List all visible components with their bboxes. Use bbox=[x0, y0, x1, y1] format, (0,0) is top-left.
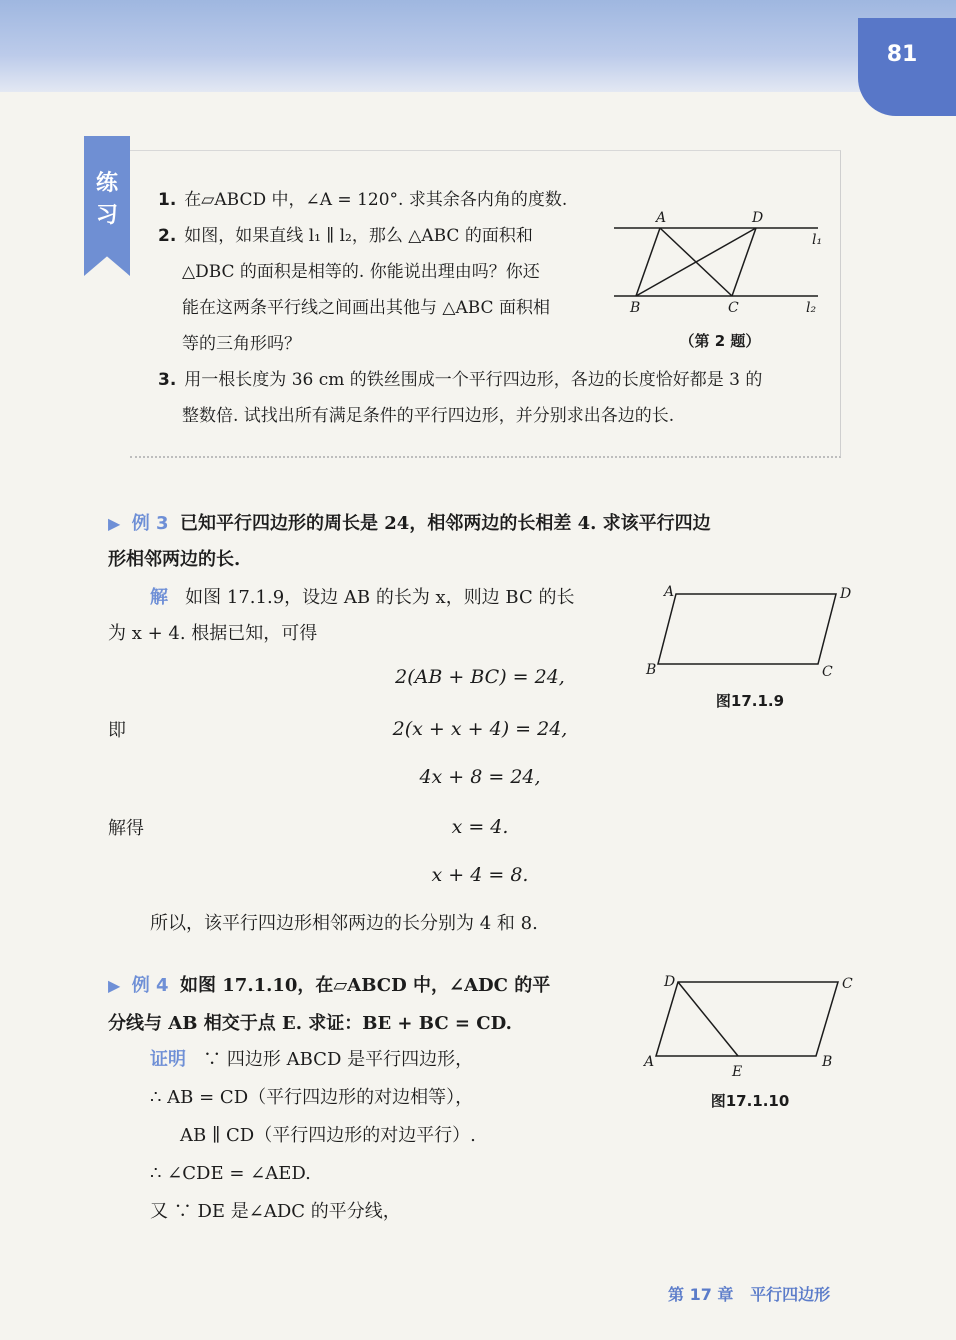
parallel-lines-figure bbox=[600, 208, 840, 323]
example-3-problem-line-1: 已知平行四边形的周长是 24，相邻两边的长相差 4. 求该平行四边 bbox=[180, 513, 711, 534]
proof-line-5: 又 ∵ DE 是∠ADC 的平分线， bbox=[150, 1201, 401, 1222]
proof-line-3: AB ∥ CD（平行四边形的对边平行）. bbox=[180, 1125, 476, 1146]
chapter-footer bbox=[668, 1282, 830, 1305]
solution-label: 解 bbox=[150, 587, 168, 608]
proof-label: 证明 bbox=[150, 1049, 186, 1070]
label-c: C bbox=[842, 976, 853, 992]
word-jiede: 解得 bbox=[108, 818, 144, 839]
segment-dc bbox=[732, 228, 756, 296]
parallelogram-abcd bbox=[656, 982, 838, 1056]
label-e: E bbox=[732, 1064, 743, 1080]
example-3-solution-line-2: 为 x + 4. 根据已知，可得 bbox=[108, 623, 318, 644]
exercise-item-2-line-2: △DBC 的面积是相等的. 你能说出理由吗？你还 bbox=[182, 262, 540, 282]
label-a: A bbox=[656, 210, 667, 226]
label-d: D bbox=[752, 210, 764, 226]
equation-2: 2(x + x + 4) = 24, bbox=[392, 718, 568, 740]
example-3-label: 例 3 bbox=[131, 513, 169, 534]
header-band bbox=[0, 0, 956, 92]
label-b: B bbox=[630, 300, 641, 316]
page-number: 81 bbox=[886, 42, 918, 67]
equation-5: x + 4 = 8. bbox=[431, 864, 529, 886]
proof-line-2: ∴ AB = CD（平行四边形的对边相等）， bbox=[150, 1087, 474, 1108]
exercise-item-2-line-3: 能在这两条平行线之间画出其他与 △ABC 面积相 bbox=[182, 298, 550, 318]
label-a: A bbox=[644, 1054, 655, 1070]
exercise-item-2: 2. 如图，如果直线 l₁ ∥ l₂，那么 △ABC 的面积和 bbox=[158, 226, 533, 246]
equation-4: x = 4. bbox=[451, 816, 509, 838]
example-4-heading bbox=[108, 968, 550, 1004]
label-c: C bbox=[728, 300, 739, 316]
label-l1: l₁ bbox=[812, 232, 823, 248]
label-d: D bbox=[664, 974, 676, 990]
chapter-title: 平行四边形 bbox=[750, 1285, 831, 1304]
exercise-item-3-line-2: 整数倍. 试找出所有满足条件的平行四边形，并分别求出各边的长. bbox=[182, 406, 675, 426]
exercise-item-2-line-4: 等的三角形吗？ bbox=[182, 334, 301, 354]
example-3-problem-line-2: 形相邻两边的长. bbox=[108, 549, 241, 570]
word-ji: 即 bbox=[108, 720, 126, 741]
example-marker-icon: ▶ bbox=[108, 514, 121, 533]
example-4-problem-line-1: 如图 17.1.10，在▱ABCD 中，∠ADC 的平 bbox=[180, 975, 551, 996]
exercise-item-1: 1. 在▱ABCD 中，∠A = 120°. 求其余各内角的度数. bbox=[158, 190, 568, 210]
proof-line-1: 证明 ∵ 四边形 ABCD 是平行四边形， bbox=[150, 1049, 474, 1070]
example-3-heading bbox=[108, 506, 711, 542]
example-3-conclusion: 所以，该平行四边形相邻两边的长分别为 4 和 8. bbox=[150, 913, 538, 934]
page-number-tab bbox=[858, 18, 956, 116]
figure-caption-17-1-10: 图17.1.10 bbox=[710, 1092, 790, 1110]
label-c: C bbox=[822, 664, 833, 680]
figure-17-1-9 bbox=[640, 580, 870, 680]
label-l2: l₂ bbox=[806, 300, 817, 316]
figure-caption-17-1-9: 图17.1.9 bbox=[715, 692, 785, 710]
label-b: B bbox=[646, 662, 657, 678]
segment-de bbox=[678, 982, 738, 1056]
label-b: B bbox=[822, 1054, 833, 1070]
label-d: D bbox=[840, 586, 852, 602]
figure-caption-exercise: （第 2 题） bbox=[679, 332, 761, 350]
example-4-problem-line-2: 分线与 AB 相交于点 E. 求证：BE + BC = CD. bbox=[108, 1013, 512, 1034]
equation-1: 2(AB + BC) = 24, bbox=[395, 666, 565, 688]
exercise-label: 练习 bbox=[95, 171, 118, 228]
exercise-item-3: 3. 用一根长度为 36 cm 的铁丝围成一个平行四边形，各边的长度恰好都是 3 的 bbox=[158, 370, 763, 390]
chapter-number: 第 17 章 bbox=[668, 1285, 734, 1304]
segment-ab bbox=[636, 228, 660, 296]
example-marker-icon: ▶ bbox=[108, 976, 121, 995]
example-4-label: 例 4 bbox=[131, 975, 169, 996]
example-3-solution: 解 如图 17.1.9，设边 AB 的长为 x，则边 BC 的长 bbox=[150, 587, 575, 608]
parallelogram-abcd bbox=[658, 594, 836, 664]
segment-db bbox=[636, 228, 756, 296]
equation-3: 4x + 8 = 24, bbox=[419, 766, 541, 788]
figure-17-1-10 bbox=[640, 968, 870, 1082]
proof-line-4: ∴ ∠CDE = ∠AED. bbox=[150, 1163, 311, 1184]
label-a: A bbox=[664, 584, 675, 600]
